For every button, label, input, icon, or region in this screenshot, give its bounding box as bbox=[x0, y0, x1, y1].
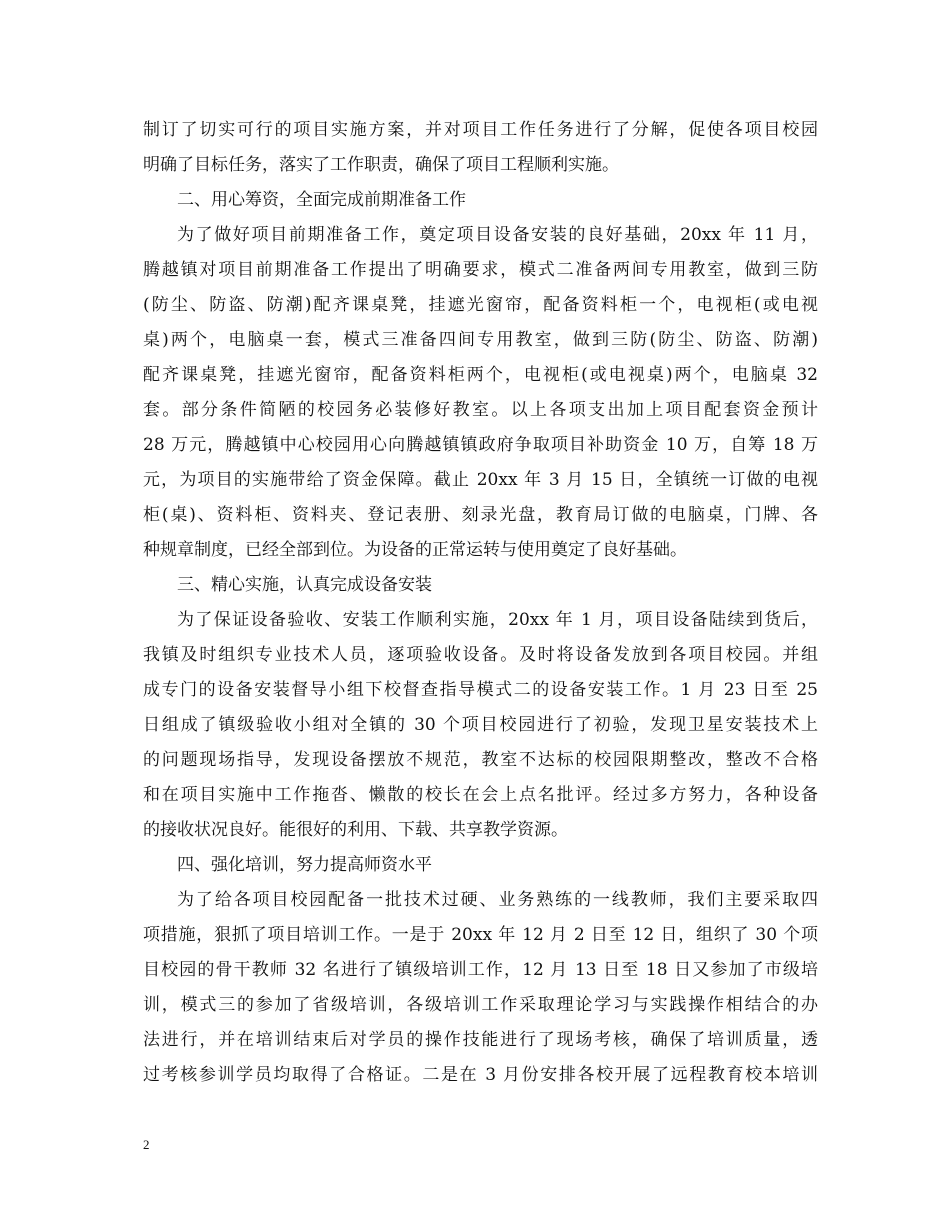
paragraph-line: 柜(桌)、资料柜、资料夹、登记表册、刻录光盘，教育局订做的电脑桌，门牌、各 bbox=[143, 505, 818, 525]
section-heading: 二、用心筹资，全面完成前期准备工作 bbox=[177, 190, 466, 210]
paragraph-line: 腾越镇对项目前期准备工作提出了明确要求，模式二准备两间专用教室，做到三防 bbox=[143, 260, 818, 280]
paragraph-line: 目校园的骨干教师 32 名进行了镇级培训工作，12 月 13 日至 18 日又参加了市级培 bbox=[143, 960, 818, 980]
paragraph-line: 项措施，狠抓了项目培训工作。一是于 20xx 年 12 月 2 日至 12 日，组织了 30 个项 bbox=[143, 925, 818, 945]
paragraph-line: 训，模式三的参加了省级培训，各级培训工作采取理论学习与实践操作相结合的办 bbox=[143, 995, 818, 1015]
section-heading: 四、强化培训，努力提高师资水平 bbox=[177, 855, 432, 875]
paragraph-line: 套。部分条件简陋的校园务必装修好教室。以上各项支出加上项目配套资金预计 bbox=[143, 400, 818, 420]
paragraph-line: 配齐课桌凳，挂遮光窗帘，配备资料柜两个，电视柜(或电视桌)两个，电脑桌 32 bbox=[143, 365, 818, 385]
paragraph-line: 成专门的设备安装督导小组下校督查指导模式二的设备安装工作。1 月 23 日至 25 bbox=[143, 680, 818, 700]
paragraph-line: 过考核参训学员均取得了合格证。二是在 3 月份安排各校开展了远程教育校本培训 bbox=[143, 1065, 818, 1085]
paragraph-line: 桌)两个，电脑桌一套，模式三准备四间专用教室，做到三防(防尘、防盗、防潮) bbox=[143, 330, 818, 350]
paragraph-line: 和在项目实施中工作拖沓、懒散的校长在会上点名批评。经过多方努力，各种设备 bbox=[143, 785, 818, 805]
paragraph-line: 为了给各项目校园配备一批技术过硬、业务熟练的一线教师，我们主要采取四 bbox=[177, 890, 818, 910]
paragraph-line: 元，为项目的实施带给了资金保障。截止 20xx 年 3 月 15 日，全镇统一订做的电视 bbox=[143, 470, 818, 490]
paragraph-line: 日组成了镇级验收小组对全镇的 30 个项目校园进行了初验，发现卫星安装技术上 bbox=[143, 715, 818, 735]
paragraph-line: 明确了目标任务，落实了工作职责，确保了项目工程顺利实施。 bbox=[143, 155, 619, 175]
page-number: 2 bbox=[143, 1137, 150, 1152]
paragraph-line: 为了做好项目前期准备工作，奠定项目设备安装的良好基础，20xx 年 11 月， bbox=[177, 225, 818, 245]
paragraph-line: 我镇及时组织专业技术人员，逐项验收设备。及时将设备发放到各项目校园。并组 bbox=[143, 645, 818, 665]
paragraph-line: 制订了切实可行的项目实施方案，并对项目工作任务进行了分解，促使各项目校园 bbox=[143, 120, 818, 140]
paragraph-line: 的接收状况良好。能很好的利用、下载、共享教学资源。 bbox=[143, 820, 568, 840]
paragraph-line: 法进行，并在培训结束后对学员的操作技能进行了现场考核，确保了培训质量，透 bbox=[143, 1030, 818, 1050]
paragraph-line: (防尘、防盗、防潮)配齐课桌凳，挂遮光窗帘，配备资料柜一个，电视柜(或电视 bbox=[143, 295, 818, 315]
section-heading: 三、精心实施，认真完成设备安装 bbox=[177, 575, 432, 595]
paragraph-line: 28 万元，腾越镇中心校园用心向腾越镇镇政府争取项目补助资金 10 万，自筹 18 万 bbox=[143, 435, 818, 455]
paragraph-line: 的问题现场指导，发现设备摆放不规范，教室不达标的校园限期整改，整改不合格 bbox=[143, 750, 818, 770]
body-text bbox=[143, 113, 818, 1093]
paragraph-line: 为了保证设备验收、安装工作顺利实施，20xx 年 1 月，项目设备陆续到货后， bbox=[177, 610, 818, 630]
paragraph-line: 种规章制度，已经全部到位。为设备的正常运转与使用奠定了良好基础。 bbox=[143, 540, 687, 560]
